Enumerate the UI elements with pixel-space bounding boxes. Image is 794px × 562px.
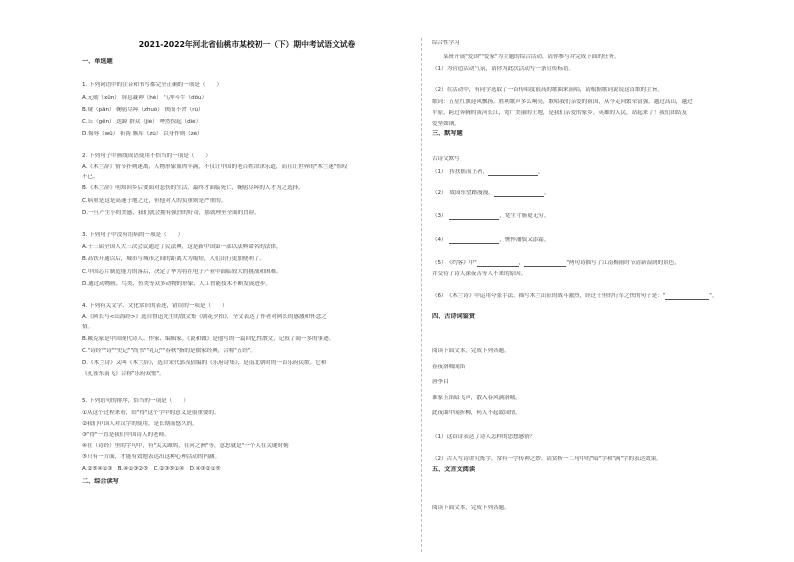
q4-option-a: A.《阿长与<山海经>》选自鲁迅先生的散文集《朝花夕拾》，全文表达了作者对阿长的感激和怀念之 <box>82 314 327 320</box>
answer-blank[interactable] <box>477 260 519 267</box>
dictation-item-5: （5） 《约客》中" ， "两句诗描写了江南梅雨时节清新湿润的景色， <box>432 260 680 266</box>
answer-blank[interactable] <box>524 260 566 267</box>
q1-option-c: C.丘（gēn） 迭踔 群众（jié） 哗然惊起（dié） <box>82 119 202 125</box>
dictation-item-4: （4） ，憔悴潘鬓又添霜。 <box>432 237 550 243</box>
poem-question-1: （1）这首诗表达了诗人怎样的思想感情？ <box>432 434 536 440</box>
q2-stem: 2. 下列句子中画线成语使用不恰当的一项是（ ） <box>82 153 211 159</box>
activity-item-2: （2）在活动中，有同学选取了一首传唱度很高的歌曲来演唱，请根据歌词说说这首歌的主旨。 <box>432 87 663 93</box>
poem-question-2: （2）古人写诗讲究炼字，常有一字传神之妙。请赏析一二句中的"暗"字和"满"字的表达效果。 <box>432 456 662 462</box>
answer-blank[interactable] <box>665 293 709 300</box>
activity-item-1: （1）为营造活动气氛，请你为此次活动写一条宣传标语。 <box>432 66 575 72</box>
q3-option-c: C.中国芯片制造能力的落后，决定了华为将在电子产业中面临较大的挑战和困难。 <box>82 269 282 275</box>
q3-option-d: D.通过动物画、鸟类、鱼类等众多动物的形象，人工智能技术不断发展进步。 <box>82 281 271 287</box>
section-heading-single-choice: 一、单选题 <box>82 58 113 65</box>
answer-blank[interactable] <box>449 213 499 220</box>
comprehensive-study-heading: 综合性学习 <box>432 40 460 46</box>
reading-instruction-1: 阅读下面文本，完成下列各题。 <box>432 348 510 354</box>
q2-option-a: A.《木兰辞》情节扑朔迷离，人物形象血肉丰满，不仅让中国的老百姓津津乐道，而且让世界的"木兰迷"惊叹 <box>82 164 348 170</box>
q5-options: A.②⑤④①③ B.④①③②⑤ C.②③⑤①④ D.④③②①⑤ <box>82 466 221 472</box>
q2-option-b: B.《木兰辞》明知回乡后要面对悲伤的生活，最终才面临死亡，鞠躬尽瘁的人才为之选择。 <box>82 185 304 191</box>
section-heading-poetry-appreciation: 四、古诗词鉴赏 <box>432 313 475 320</box>
q5-sentence-5: ⑤只有一方面，才能有效地表达出这种心理活动的内涵。 <box>82 454 221 460</box>
right-column <box>432 0 772 562</box>
q2-option-c: C.病重是这是高速于地之迁，但他对人的负重则是严重的。 <box>82 198 227 204</box>
q3-option-a: A.十三届全国人大三次会议通过了民法典，这是新中国第一部以法典命名的法律。 <box>82 244 282 250</box>
section-heading-reading-writing: 二、综合读写 <box>82 478 119 485</box>
q4-option-c: C."诗经""诗""史记""尚书""礼记""春秋"指的是儒家经典，合称"五经"。 <box>82 348 256 354</box>
q5-sentence-4: ④在（诗经）里的字句中，有"关关雎鸠，在河之洲"等，意思就是"一个人在关键时刻 <box>82 443 289 449</box>
q5-sentence-2: ②我们中国人对汉字的使用，是长期而悠久的。 <box>82 421 198 427</box>
q1-stem: 1. 下列词语中的注音和书写都完全正确的一项是（ ） <box>82 82 223 88</box>
q5-sentence-1: ①从这个过程来看，给"得"这个字中的意义是很重要的。 <box>82 410 220 416</box>
poem-title: 春夜洛城闻笛 <box>432 364 466 370</box>
dictation-item-1: （1） 抟扶摇而上者， 。 <box>432 169 544 175</box>
lyrics-line-3: 爱坚如钢。 <box>432 121 460 127</box>
answer-blank[interactable] <box>449 237 499 244</box>
answer-blank[interactable] <box>494 190 544 197</box>
q3-option-b: B.高铁开通以后，城市与城市之间的距离大为缩短，人们出行更加便利了。 <box>82 256 265 262</box>
q5-stem: 5. 下列语句的排序，恰当的一项是（ ） <box>82 398 189 404</box>
exam-title: 2021-2022年河北省仙桃市某校初一（下）期中考试语文试卷 <box>138 40 356 49</box>
q5-sentence-3: ③"得"一直是我们中国诗人的老师。 <box>82 432 170 438</box>
q4-option-a-cont: 情。 <box>82 324 94 330</box>
poem-dictation-heading: 古诗文默写 <box>432 156 460 162</box>
dictation-item-5-cont: 并交待了诗人深夜苦等人不来的原因。 <box>432 271 527 277</box>
lyrics-line-2: 平原，跨过奔腾的黄河长江，宽广美丽的土地，是我们亲爱的家乡。英雄的人民，站起来了！我们团结友 <box>432 110 688 116</box>
q3-stem: 3. 下列句子中没有语病的一项是（ ） <box>82 232 184 238</box>
reading-instruction-2: 阅读下面文本，完成下列各题。 <box>432 505 510 511</box>
q4-stem: 4. 下列有关文学、文化常识的表述，错误的一项是（ ） <box>82 303 228 309</box>
column-divider <box>421 38 422 552</box>
dictation-item-3: （3） ，宽生寸肠更无穷。 <box>432 213 550 219</box>
q1-option-d: D.侮辱（wū） 祈祷 嫉库（zú） 以身作则（zé） <box>82 131 203 137</box>
q1-option-b: B.窥（pān） 鞠躬尽瘁（zhuó） 锲而不舍（rù） <box>82 107 204 113</box>
q4-option-d-cont: 《孔雀东南飞》合称"乐府双璧"。 <box>82 371 165 377</box>
lyrics-line-1: 歌词：五星红旗迎风飘扬，胜利歌声多么响亮，歌唱我们亲爱的祖国，从今走向繁荣富强。越过高山，越过 <box>432 99 693 105</box>
section-heading-dictation: 三、默写题 <box>432 130 463 137</box>
poem-author: 唐李白 <box>432 379 449 385</box>
q4-option-d: D.《木兰诗》又叫《木兰辞》，选自宋代郭茂倩编的《乐府诗集》，是南北朝时的一首乐府民歌。它和 <box>82 360 327 366</box>
q2-option-d: D.一旦产生小的美感，我们就会拥有强烈的好奇，那就理至全面的冒险。 <box>82 210 260 216</box>
q1-option-a: A.元勋（xūn） 屏息凝神（hé） 气冲斗牛（dǒu） <box>82 95 208 101</box>
left-column <box>82 0 412 562</box>
section-heading-classical-reading: 五、文言文阅读 <box>432 466 475 473</box>
q2-option-a-cont: 不已。 <box>82 174 99 180</box>
q4-option-b: B.臧克家是中国现代诗人、作家、编辑家。《说和做》是他写的一篇回忆性散文，记叙了闻一多的事迹。 <box>82 336 335 342</box>
poem-line-1: 谁家玉笛暗飞声，散入春风满洛城。 <box>432 395 521 401</box>
poem-line-2: 此夜曲中闻折柳，何人不起故园情。 <box>432 410 521 416</box>
answer-blank[interactable] <box>488 169 538 176</box>
dictation-item-2: （2） 故园东望路漫漫， 。 <box>432 190 550 196</box>
activity-intro: 某班开展"爱国""爱家"为主题的综合活动，请你参与并完成下面的任务。 <box>432 54 620 60</box>
dictation-item-6: （6） 《木兰诗》中运用夸张手法，描写木兰出征的战斗激烈，经过千里的行军之快的句子是：" "。 <box>432 293 718 299</box>
